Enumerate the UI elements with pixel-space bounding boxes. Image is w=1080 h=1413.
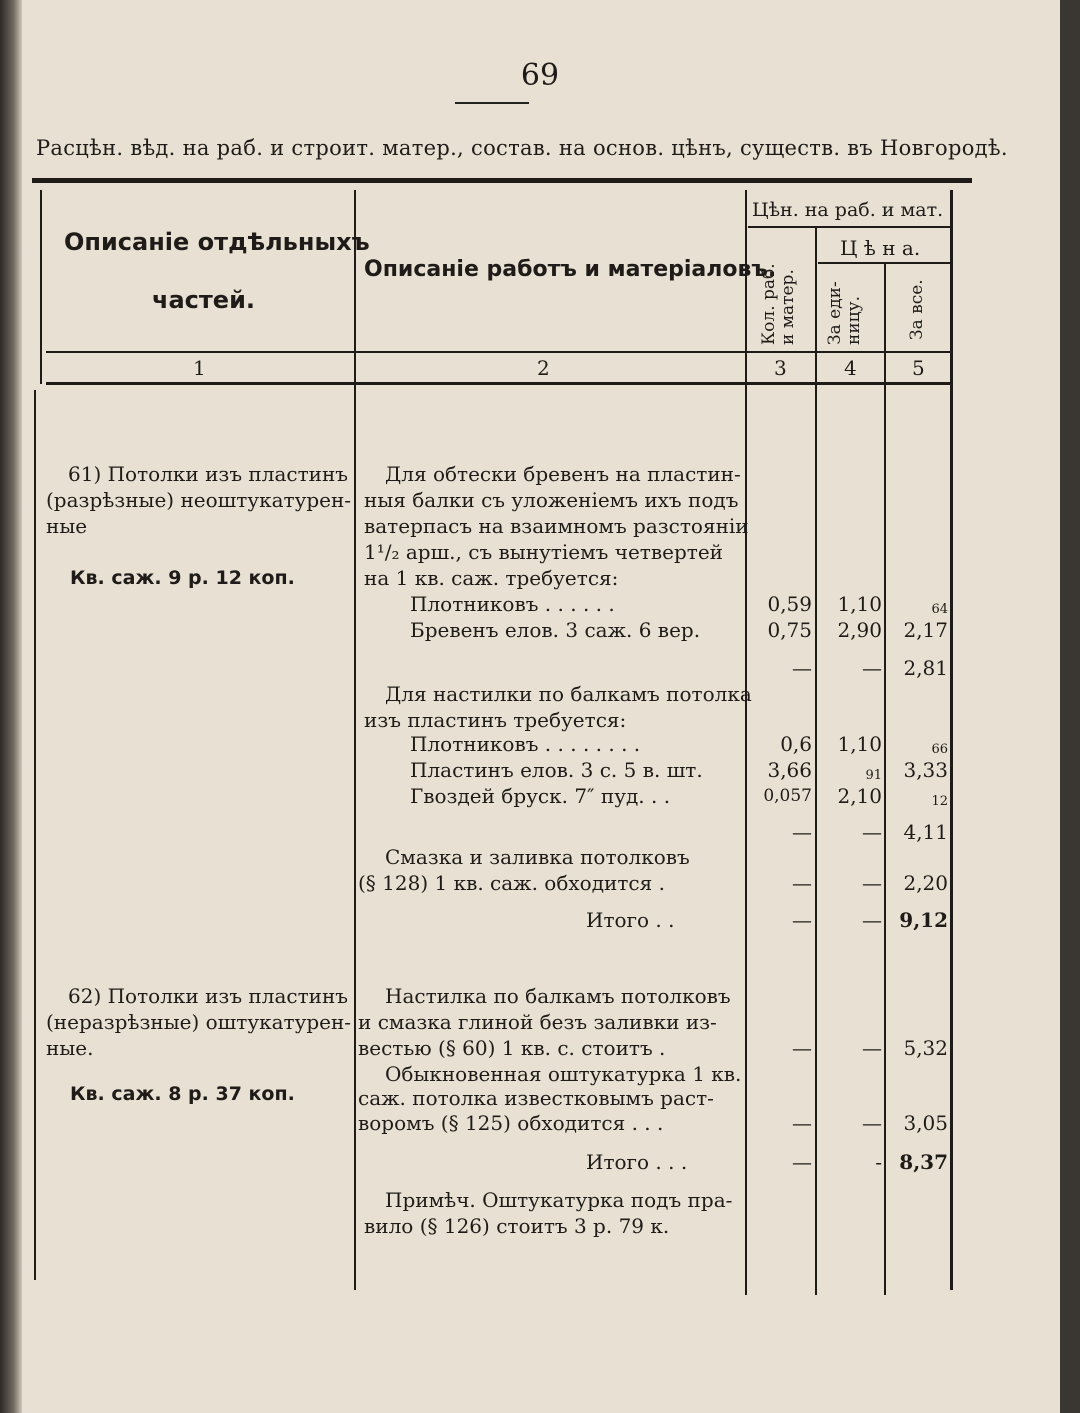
s62-total-label: Итого . . . <box>586 1150 688 1174</box>
s61-title-line3: ные <box>46 514 88 538</box>
s61-row3-total: 66 <box>931 742 948 757</box>
s61-row6-unit: — <box>862 871 882 895</box>
s61-desc-line4: 1¹/₂ арш., съ вынутіемъ четвертей <box>364 540 723 564</box>
running-header: Расцѣн. вѣд. на раб. и строит. матер., состав. на основ. цѣнъ, существ. въ Новгородѣ. <box>36 136 1008 160</box>
s61-subtotal1-total: 2,81 <box>903 656 948 680</box>
s62-total-total: 8,37 <box>899 1150 948 1174</box>
s61-row1-unit: 1,10 <box>837 592 882 616</box>
s61-row5-qty: 0,057 <box>763 786 812 806</box>
s61-subtotal1-unit: — <box>862 656 882 680</box>
s61-subtotal2-qty: — <box>792 820 812 844</box>
col-number-2: 2 <box>537 356 550 380</box>
s61-desc2-line2: изъ пластинъ требуется: <box>364 708 627 732</box>
col-number-3: 3 <box>774 356 787 380</box>
s61-unit-price: Кв. саж. 9 р. 12 коп. <box>70 567 295 589</box>
s61-row5-total: 12 <box>931 794 948 809</box>
s62-desc-line3: вестью (§ 60) 1 кв. с. стоитъ . <box>358 1036 666 1060</box>
s62-row2-unit: — <box>862 1111 882 1135</box>
s61-total-unit: — <box>862 908 882 932</box>
s61-subtotal1-qty: — <box>792 656 812 680</box>
s61-row4-total: 3,33 <box>903 758 948 782</box>
s61-row5-name: Гвоздей бруск. 7″ пуд. . . <box>410 784 671 808</box>
col3-title-line1: Кол. раб. <box>759 263 779 345</box>
s61-total-qty: — <box>792 908 812 932</box>
page-number-rule <box>455 102 529 104</box>
col2-divider <box>745 190 747 1295</box>
page-number: 69 <box>520 58 560 93</box>
s61-desc2-line1: Для настилки по балкамъ потолка <box>385 682 752 706</box>
s61-row2-qty: 0,75 <box>767 618 812 642</box>
s61-row1-name: Плотниковъ . . . . . . <box>410 592 615 616</box>
left-margin-rule <box>34 390 36 1280</box>
s61-desc-line1: Для обтески бревенъ на пластин- <box>385 462 741 486</box>
col4-title <box>826 281 864 345</box>
s61-row4-unit: 91 <box>865 768 882 783</box>
col1-divider <box>354 190 356 1290</box>
s61-row2-name: Бревенъ елов. 3 саж. 6 вер. <box>410 618 701 642</box>
s62-note-line2: вило (§ 126) стоитъ 3 р. 79 к. <box>364 1214 670 1238</box>
s61-row1-qty: 0,59 <box>767 592 812 616</box>
s61-desc3-line1: Смазка и заливка потолковъ <box>385 845 690 869</box>
col3-title-line2: и матер. <box>778 269 798 345</box>
s62-desc2-line3: воромъ (§ 125) обходится . . . <box>358 1111 664 1135</box>
s61-desc-line3: ватерпасъ на взаимномъ разстояніи <box>364 514 749 538</box>
col1-title-line1: Описаніе отдѣльныхъ <box>64 228 370 256</box>
s61-subtotal2-total: 4,11 <box>903 820 948 844</box>
col5-title: За все. <box>907 279 927 340</box>
s61-row4-qty: 3,66 <box>767 758 812 782</box>
s62-row1-qty: — <box>792 1036 812 1060</box>
price-group-title: Цѣн. на раб. и мат. <box>752 199 944 221</box>
table-right-border <box>950 190 953 1290</box>
s61-row2-unit: 2,90 <box>837 618 882 642</box>
s61-title-line2: (разрѣзные) неоштукатурен- <box>46 488 352 512</box>
s62-total-unit: - <box>875 1150 882 1174</box>
col3-title <box>760 263 798 345</box>
s62-row2-qty: — <box>792 1111 812 1135</box>
s61-row5-unit: 2,10 <box>837 784 882 808</box>
col-number-4: 4 <box>844 356 857 380</box>
s62-row1-total: 5,32 <box>903 1036 948 1060</box>
s61-desc-line2: ныя балки съ уложеніемъ ихъ подъ <box>364 488 739 512</box>
s62-title-line3: ные. <box>46 1036 94 1060</box>
s61-desc-line5: на 1 кв. саж. требуется: <box>364 566 619 590</box>
s62-desc-line2: и смазка глиной безъ заливки из- <box>358 1010 717 1034</box>
s61-row1-total: 64 <box>931 602 948 617</box>
col-number-5: 5 <box>912 356 925 380</box>
col3-divider <box>815 228 817 1295</box>
table-left-border <box>40 190 42 384</box>
s61-row2-total: 2,17 <box>903 618 948 642</box>
col-number-1: 1 <box>193 356 206 380</box>
col4-title-line2: ницу. <box>844 296 864 345</box>
table-top-rule <box>32 178 972 183</box>
s61-row4-name: Пластинъ елов. 3 с. 5 в. шт. <box>410 758 703 782</box>
s62-desc2-line2: саж. потолка известковымъ раст- <box>358 1086 714 1110</box>
book-gutter <box>0 0 22 1413</box>
col4-divider <box>884 264 886 1295</box>
s61-total-total: 9,12 <box>899 908 948 932</box>
s62-title-line2: (неразрѣзные) оштукатурен- <box>46 1010 352 1034</box>
col2-title: Описаніе работъ и матеріаловъ. <box>364 257 777 282</box>
s62-total-qty: — <box>792 1150 812 1174</box>
col1-title-line2: частей. <box>152 286 256 314</box>
s62-unit-price: Кв. саж. 8 р. 37 коп. <box>70 1083 295 1105</box>
s62-title-line1: 62) Потолки изъ пластинъ <box>68 984 349 1008</box>
s61-row6-qty: — <box>792 871 812 895</box>
s62-row2-total: 3,05 <box>903 1111 948 1135</box>
group-header-rule <box>748 226 952 228</box>
price-subgroup-title: Ц ѣ н а. <box>840 236 921 260</box>
s62-note-line1: Примѣч. Оштукатурка подъ пра- <box>385 1188 733 1212</box>
s61-row3-qty: 0,6 <box>780 732 812 756</box>
s61-row3-name: Плотниковъ . . . . . . . . <box>410 732 641 756</box>
s61-row3-unit: 1,10 <box>837 732 882 756</box>
s61-subtotal2-unit: — <box>862 820 882 844</box>
s61-desc3-line2: (§ 128) 1 кв. саж. обходится . <box>358 871 665 895</box>
s61-row6-total: 2,20 <box>903 871 948 895</box>
s62-row1-unit: — <box>862 1036 882 1060</box>
s62-desc2-line1: Обыкновенная оштукатурка 1 кв. <box>385 1062 742 1086</box>
s61-total-label: Итого . . <box>586 908 675 932</box>
col4-title-line1: За еди- <box>825 281 845 345</box>
s61-title-line1: 61) Потолки изъ пластинъ <box>68 462 349 486</box>
s62-desc-line1: Настилка по балкамъ потолковъ <box>385 984 731 1008</box>
